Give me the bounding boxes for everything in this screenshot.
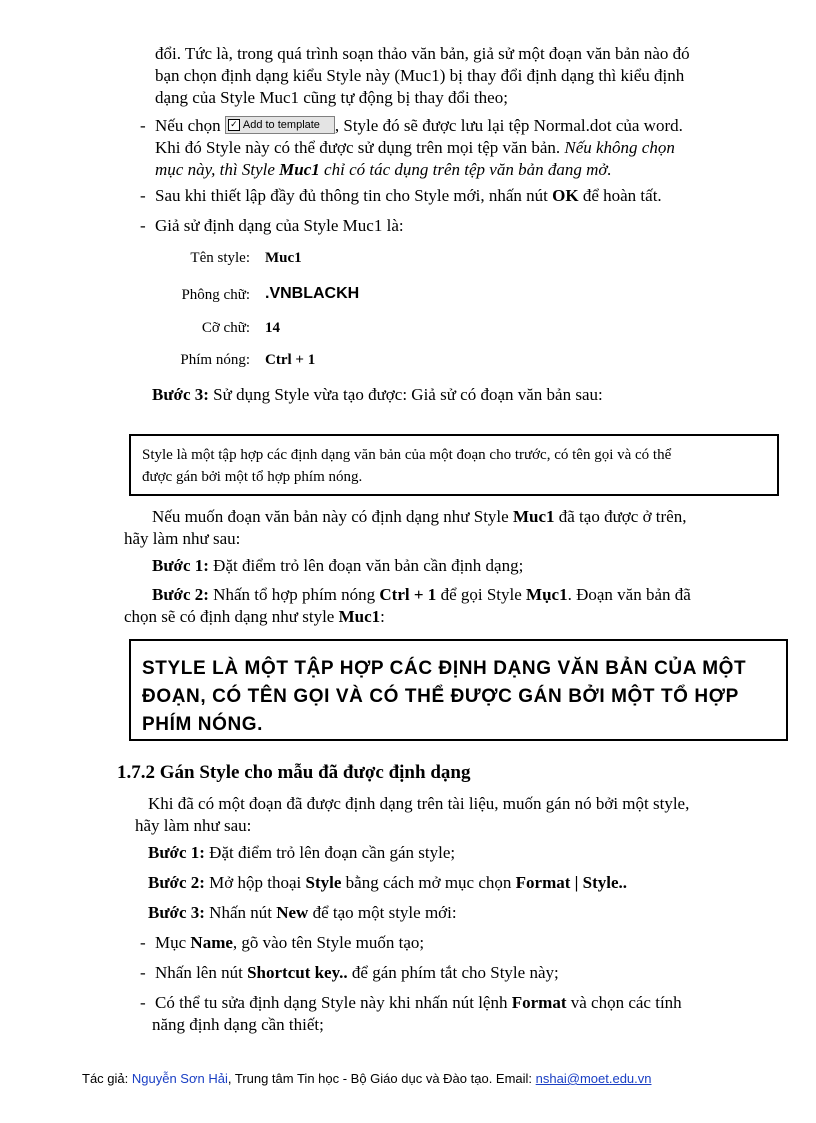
box-line: PHÍM NÓNG. (142, 714, 264, 735)
bullet-ok (155, 185, 662, 207)
add-to-template-checkbox-image (225, 116, 335, 134)
def-label: Cỡ chữ: (201, 320, 250, 336)
para-line (155, 159, 612, 181)
def-value: Ctrl + 1 (265, 352, 316, 368)
box-line: ĐOẠN, CÓ TÊN GỌI VÀ CÓ THỂ ĐƯỢC GÁN BỞI MỘT TỔ HỢP (142, 686, 739, 707)
footer-text: , Trung tâm Tin học - Bộ Giáo dục và Đào tạo. Email: (227, 1071, 533, 1086)
text: Nhấn lên nút (155, 963, 243, 982)
text: Mục (155, 933, 187, 952)
step-3b (148, 902, 457, 924)
italic-text: mục này, thì Style (155, 160, 275, 179)
text: để tạo một style mới: (312, 903, 457, 922)
text: Nếu chọn (155, 116, 221, 135)
def-value: 14 (265, 320, 280, 336)
text: Đặt điểm trỏ lên đoạn cần gán style; (209, 843, 456, 862)
bold-text: Muc1 (512, 507, 555, 526)
text: Nhấn tổ hợp phím nóng (213, 585, 376, 604)
para-line (152, 506, 686, 528)
bold-text: Bước 2: (148, 873, 205, 892)
bold-text: Muc1 (338, 607, 381, 626)
para-line (155, 137, 675, 159)
def-label: Phím nóng: (180, 352, 250, 368)
box-line: Style là một tập hợp các định dạng văn bản của một đoạn cho trước, có tên gọi và có thể (142, 447, 672, 463)
text: bằng cách mở mục chọn (345, 873, 512, 892)
footer-text: Tác giả: (82, 1071, 129, 1086)
para-line (124, 606, 385, 628)
bullet-dash: - (140, 963, 146, 982)
bold-text: Format | Style.. (515, 873, 628, 892)
text: Sau khi thiết lập đầy đủ thông tin cho Style mới, nhấn nút (155, 186, 548, 205)
text: Có thể tu sửa định dạng Style này khi nhấn nút lệnh (155, 993, 508, 1012)
bullet-dash: - (140, 186, 146, 205)
italic-text: Nếu không chọn (564, 138, 675, 157)
para-line: dạng của Style Muc1 cũng tự động bị thay đổi theo; (155, 88, 508, 107)
step-2b (148, 872, 627, 894)
bold-italic-text: Muc1 (279, 160, 320, 179)
bullet-dash: - (140, 993, 146, 1012)
text: , Style đó sẽ được lưu lại tệp Normal.dot của word. (334, 116, 683, 135)
bold-text: Style (305, 873, 342, 892)
text: đã tạo được ở trên, (558, 507, 687, 526)
bold-text: New (276, 903, 309, 922)
text: Sử dụng Style vừa tạo được: Giả sử có đoạn văn bản sau: (213, 385, 603, 404)
bullet-add-template (155, 115, 683, 137)
text: Nhấn nút (209, 903, 272, 922)
para-line: hãy làm như sau: (124, 529, 241, 548)
bullet-dash: - (140, 116, 146, 135)
def-label: Tên style: (190, 250, 250, 266)
text: Đặt điểm trỏ lên đoạn văn bản cần định dạng; (213, 556, 524, 575)
bullet-format (155, 992, 682, 1014)
section-heading: 1.7.2 Gán Style cho mẫu đã được định dạng (117, 762, 471, 783)
bold-text: Shortcut key.. (247, 963, 348, 982)
text: : (380, 607, 385, 626)
checkmark-icon: ✓ (228, 119, 240, 131)
bullet-style-format: Giả sử định dạng của Style Muc1 là: (155, 216, 404, 235)
bold-text: Bước 3: (152, 385, 209, 404)
bullet-dash: - (140, 216, 146, 235)
para-line: bạn chọn định dạng kiểu Style này (Muc1) bị thay đổi định dạng thì kiểu định (155, 66, 685, 85)
page-footer (82, 1071, 652, 1086)
bold-text: OK (552, 186, 579, 205)
bold-text: Bước 1: (152, 556, 209, 575)
text: Khi đó Style này có thể được sử dụng trên mọi tệp văn bản. (155, 138, 561, 157)
text: . Đoạn văn bản đã (567, 585, 691, 604)
step-1a (152, 555, 523, 577)
bold-text: Mục1 (526, 585, 568, 604)
text: và chọn các tính (570, 993, 682, 1012)
para-line: Khi đã có một đoạn đã được định dạng trên tài liệu, muốn gán nó bởi một style, (148, 794, 690, 813)
text: , gõ vào tên Style muốn tạo; (232, 933, 425, 952)
bold-text: Bước 3: (148, 903, 205, 922)
def-value: .VNBLACKH (265, 285, 360, 302)
para-line: đổi. Tức là, trong quá trình soạn thảo văn bản, giả sử một đoạn văn bản nào đó (155, 44, 690, 63)
text: Nếu muốn đoạn văn bản này có định dạng như Style (152, 507, 509, 526)
bullet-name (155, 932, 424, 954)
def-value: Muc1 (265, 250, 302, 266)
para-line: năng định dạng cần thiết; (152, 1015, 324, 1034)
author-name: Nguyễn Sơn Hải (131, 1071, 228, 1086)
bullet-shortcut (155, 962, 559, 984)
bold-text: Bước 1: (148, 843, 205, 862)
email-link[interactable]: nshai@moet.edu.vn (535, 1071, 652, 1086)
step-2a (152, 584, 691, 606)
text: chọn sẽ có định dạng như style (124, 607, 335, 626)
sample-text-box (129, 434, 779, 496)
text: Mở hộp thoại (209, 873, 302, 892)
para-line: hãy làm như sau: (135, 816, 252, 835)
box-line: được gán bởi một tổ hợp phím nóng. (142, 469, 363, 485)
step-3a (152, 384, 603, 406)
button-label: Add to template (242, 119, 320, 132)
bold-text: Name (190, 933, 233, 952)
step-1b (148, 842, 455, 864)
bullet-dash: - (140, 933, 146, 952)
text: để hoàn tất. (582, 186, 662, 205)
styled-text-box (129, 639, 788, 741)
text: để gọi Style (440, 585, 522, 604)
bold-text: Format (511, 993, 567, 1012)
box-line: STYLE LÀ MỘT TẬP HỢP CÁC ĐỊNH DẠNG VĂN BẢN CỦA MỘT (142, 658, 747, 679)
text: để gán phím tắt cho Style này; (351, 963, 559, 982)
bold-text: Bước 2: (152, 585, 209, 604)
bold-text: Ctrl + 1 (379, 585, 437, 604)
def-label: Phông chữ: (181, 287, 250, 303)
italic-text: chỉ có tác dụng trên tệp văn bản đang mở. (324, 160, 612, 179)
